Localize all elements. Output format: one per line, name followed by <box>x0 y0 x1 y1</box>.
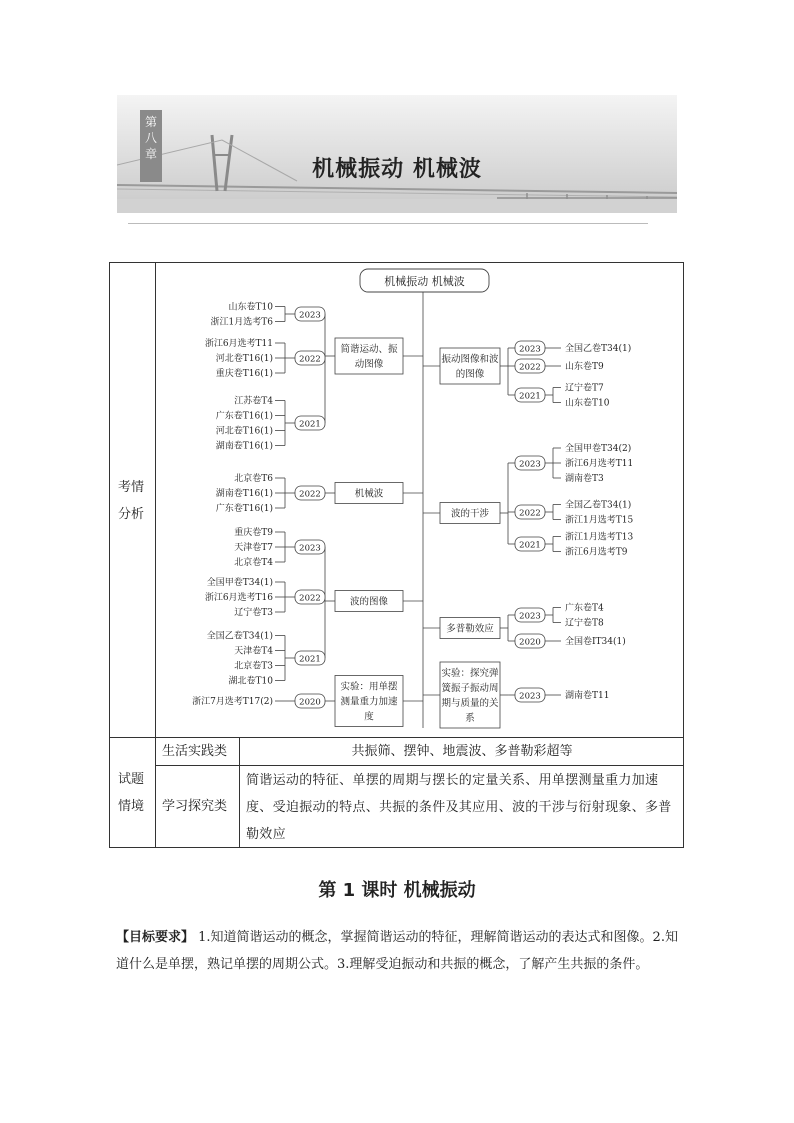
row-label-context: 试题情境 <box>118 772 145 814</box>
sub-label-practice: 生活实践类 <box>162 744 228 759</box>
topic-label: 期与质量的关 <box>441 698 499 709</box>
topic-label: 简谐运动、振 <box>340 344 398 355</box>
exam-item: 重庆卷T16(1) <box>215 369 273 379</box>
exam-item: 全国甲卷T34(2) <box>565 444 632 454</box>
exam-item: 全国甲卷T34(1) <box>206 578 273 588</box>
exam-item: 北京卷T4 <box>234 558 273 568</box>
exam-item: 广东卷T16(1) <box>215 411 273 422</box>
year-label: 2021 <box>299 654 321 665</box>
topic-label: 动图像 <box>354 359 384 370</box>
exam-item: 湖南卷T16(1) <box>215 489 273 499</box>
exam-item: 浙江6月选考T9 <box>565 547 628 558</box>
exam-item: 浙江7月选考T17(2) <box>192 697 273 707</box>
banner-underline <box>128 223 648 224</box>
exam-item: 浙江1月选考T6 <box>210 317 273 328</box>
topic-label: 实验：探究弹 <box>441 668 499 679</box>
exam-item: 湖北卷T10 <box>228 676 273 687</box>
table-divider <box>155 765 684 766</box>
exam-item: 河北卷T16(1) <box>215 354 273 364</box>
topic-label: 实验：用单摆 <box>340 681 398 693</box>
exam-item: 天津卷T4 <box>234 646 273 657</box>
exam-item: 天津卷T7 <box>234 543 273 553</box>
year-label: 2022 <box>299 593 321 604</box>
exam-item: 浙江1月选考T13 <box>565 532 634 543</box>
topic-mind-map <box>155 263 684 737</box>
exam-item: 辽宁卷T8 <box>565 618 604 629</box>
inquiry-content: 简谐运动的特征、单摆的周期与摆长的定量关系、用单摆测量重力加速度、受迫振动的特点、共振的条件及其应用、波的干涉与衍射现象、多普勒效应 <box>246 773 672 842</box>
exam-item: 北京卷T3 <box>234 661 273 672</box>
year-label: 2021 <box>519 391 541 402</box>
exam-item: 湖南卷T3 <box>565 474 604 484</box>
exam-item: 浙江1月选考T15 <box>565 515 634 526</box>
learning-goals <box>116 924 684 978</box>
exam-item: 全国乙卷T34(1) <box>565 344 632 354</box>
row-label-analysis: 考情分析 <box>118 480 145 522</box>
year-label: 2022 <box>299 354 321 365</box>
exam-item: 河北卷T16(1) <box>215 426 273 437</box>
chapter-tag: 第八章 <box>140 110 162 182</box>
year-label: 2022 <box>519 362 541 373</box>
exam-item: 辽宁卷T7 <box>565 383 604 394</box>
exam-item: 重庆卷T9 <box>234 528 273 538</box>
topic-label: 振动图像和波 <box>441 354 499 365</box>
exam-item: 广东卷T16(1) <box>215 504 273 514</box>
year-label: 2023 <box>519 344 541 355</box>
exam-item: 湖南卷T16(1) <box>215 441 273 452</box>
exam-item: 北京卷T6 <box>234 474 273 484</box>
exam-item: 山东卷T10 <box>565 398 610 409</box>
year-label: 2023 <box>299 543 321 554</box>
exam-item: 全国卷ⅠT34(1) <box>565 637 626 647</box>
root-label: 机械振动 机械波 <box>384 275 465 288</box>
exam-item: 湖南卷T11 <box>565 691 610 701</box>
exam-item: 浙江6月选考T16 <box>204 593 273 603</box>
year-label: 2023 <box>519 611 541 622</box>
year-label: 2020 <box>299 697 321 708</box>
practice-content: 共振筛、摆钟、地震波、多普勒彩超等 <box>351 744 573 759</box>
year-label: 2023 <box>519 459 541 470</box>
goals-text: 1.知道简谐运动的概念，掌握简谐运动的特征，理解简谐运动的表达式和图像。2.知道什么是单摆，熟记单摆的周期公式。3.理解受迫振动和共振的概念，了解产生共振的条件。 <box>116 930 678 972</box>
exam-item: 江苏卷T4 <box>234 396 273 407</box>
year-label: 2021 <box>299 419 321 430</box>
topic-label: 多普勒效应 <box>446 623 494 635</box>
topic-label: 测量重力加速 <box>340 696 398 708</box>
exam-item: 浙江6月选考T11 <box>204 339 273 349</box>
exam-item: 全国乙卷T34(1) <box>565 500 632 511</box>
year-label: 2021 <box>519 540 541 551</box>
goals-label: 【目标要求】 <box>116 930 195 945</box>
lesson-title: 第 1 课时 机械振动 <box>318 880 476 901</box>
topic-label: 波的图像 <box>349 596 389 608</box>
exam-item: 山东卷T10 <box>228 302 273 313</box>
year-label: 2022 <box>299 489 321 500</box>
topic-label: 的图像 <box>455 369 485 380</box>
topic-label: 波的干涉 <box>450 508 490 520</box>
topic-label: 系 <box>465 713 475 724</box>
year-label: 2022 <box>519 508 541 519</box>
year-label: 2023 <box>299 310 321 321</box>
exam-item: 山东卷T9 <box>565 362 604 372</box>
sub-label-inquiry: 学习探究类 <box>162 799 228 814</box>
chapter-title: 机械振动 机械波 <box>312 157 482 182</box>
exam-item: 浙江6月选考T11 <box>565 459 634 469</box>
topic-label: 簧振子振动周 <box>441 683 499 694</box>
exam-item: 辽宁卷T3 <box>234 608 273 618</box>
exam-item: 全国乙卷T34(1) <box>206 631 273 642</box>
table-divider <box>109 737 684 738</box>
topic-label: 度 <box>364 711 374 723</box>
exam-item: 广东卷T4 <box>565 603 604 614</box>
year-label: 2023 <box>519 691 541 702</box>
year-label: 2020 <box>519 637 541 648</box>
topic-label: 机械波 <box>354 488 384 500</box>
